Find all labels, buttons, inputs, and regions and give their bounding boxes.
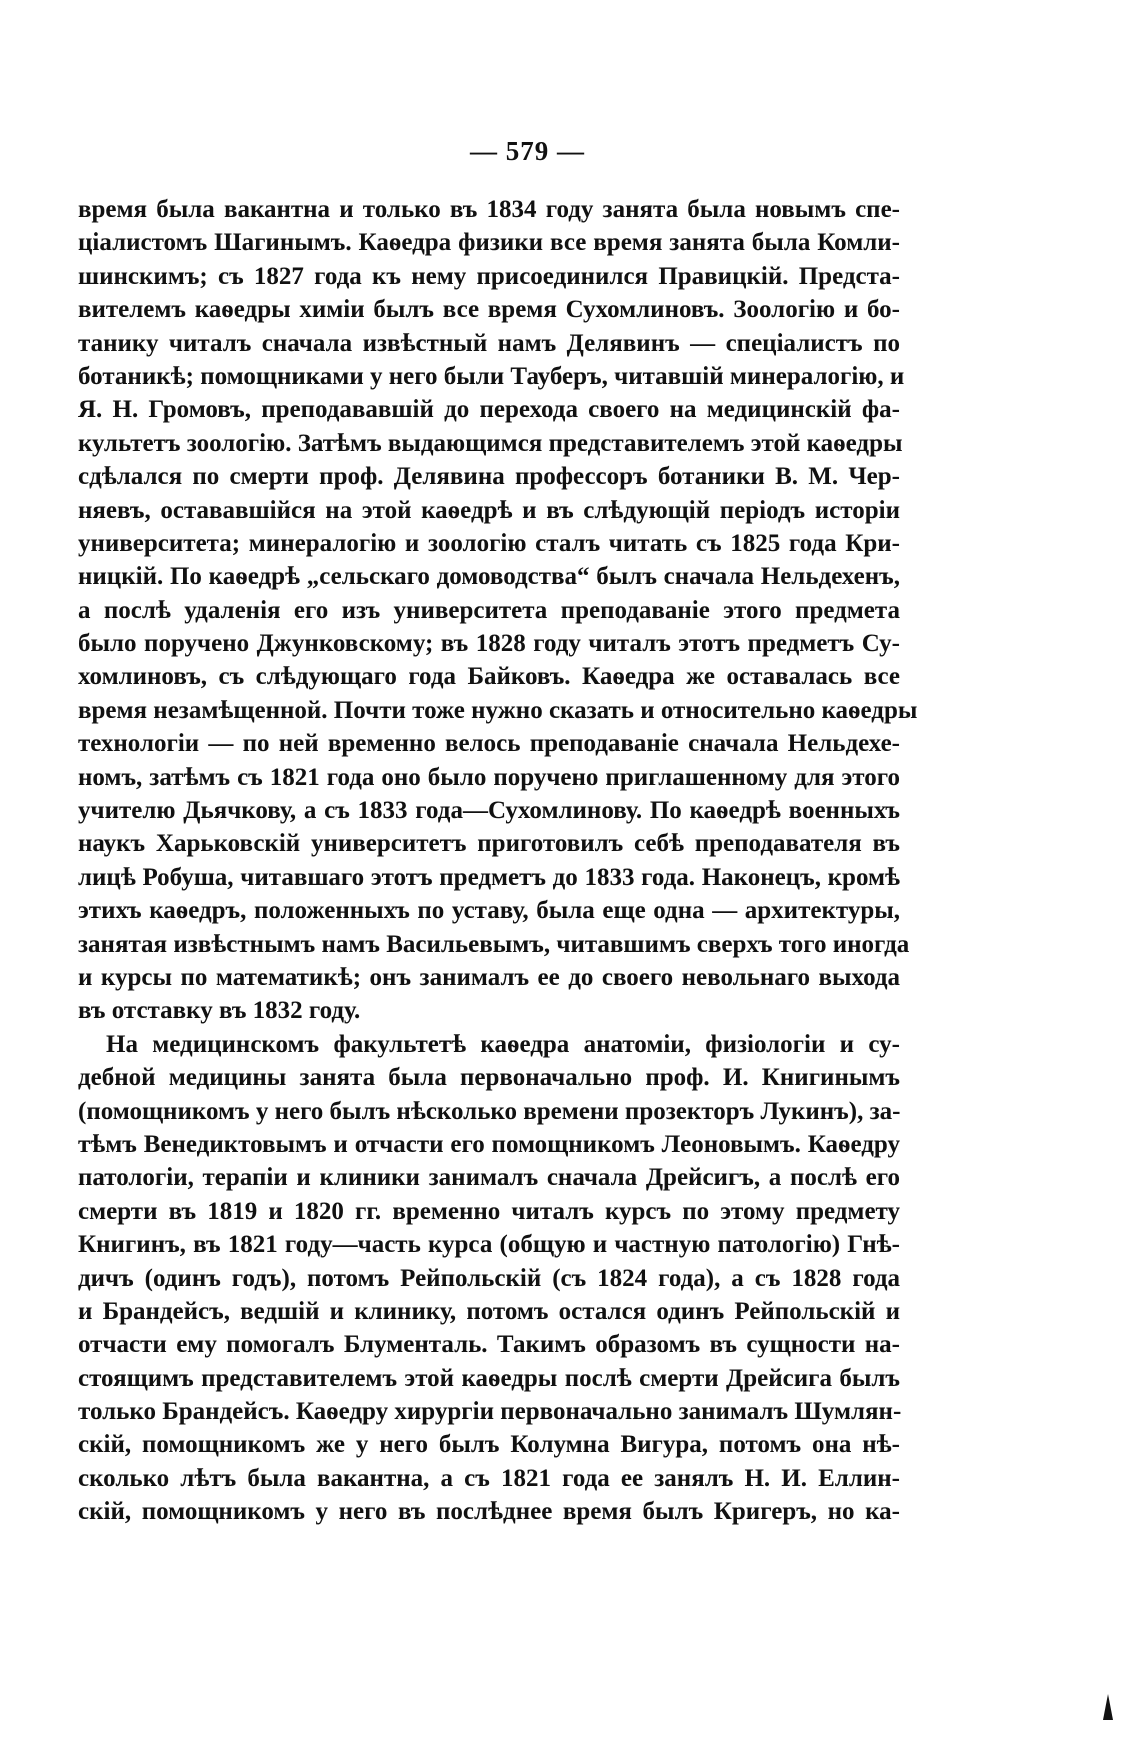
text-line: скій, помощникомъ у него въ послѣднее время былъ Кригеръ, но ка- — [78, 1498, 900, 1526]
text-line: смерти въ 1819 и 1820 гг. временно читалъ курсъ по этому предмету — [78, 1197, 900, 1225]
text-line: На медицинскомъ факультетѣ каѳедра анатоміи, физіологіи и су- — [106, 1030, 900, 1058]
text-line: культетъ зоологію. Затѣмъ выдающимся представителемъ этой каѳедры — [78, 429, 903, 457]
text-line: патологіи, терапіи и клиники занималъ сначала Дрейсигъ, а послѣ его — [78, 1164, 900, 1192]
text-line: ціалистомъ Шагинымъ. Каѳедра физики все время занята была Комли- — [78, 229, 900, 257]
text-line: лицѣ Робуша, читавшаго этотъ предметъ до 1833 года. Наконецъ, кромѣ — [78, 863, 900, 891]
text-line: вителемъ каѳедры химіи былъ все время Сухомлиновъ. Зоологію и бо- — [78, 296, 900, 324]
text-line: и Брандейсъ, ведшій и клинику, потомъ остался одинъ Рейпольскій и — [78, 1297, 900, 1325]
text-line: въ отставку въ 1832 году. — [78, 997, 361, 1025]
text-line: технологіи — по ней временно велось преподаваніе сначала Нельдехе- — [78, 730, 900, 758]
text-line: время была вакантна и только въ 1834 году занята была новымъ спе- — [78, 196, 900, 223]
text-line: дичъ (одинъ годъ), потомъ Рейпольскій (съ 1824 года), а съ 1828 года — [78, 1264, 900, 1292]
text-line: тѣмъ Венедиктовымъ и отчасти его помощникомъ Леоновымъ. Каѳедру — [78, 1130, 900, 1158]
text-line: танику читалъ сначала извѣстный намъ Делявинъ — спеціалистъ по — [78, 329, 900, 357]
text-line: только Брандейсъ. Каѳедру хирургіи первоначально занималъ Шумлян- — [78, 1398, 902, 1426]
text-line: Я. Н. Громовъ, преподававшій до перехода своего на медицинскій фа- — [78, 396, 900, 424]
text-line: ботаникѣ; помощниками у него были Тауберъ, читавшій минералогію, и — [78, 362, 905, 390]
text-line: наукъ Харьковскій университетъ приготовилъ себѣ преподавателя въ — [78, 830, 900, 858]
text-line: номъ, затѣмъ съ 1821 года оно было поручено приглашенному для этого — [78, 763, 900, 791]
text-line: шинскимъ; съ 1827 года къ нему присоединился Правицкій. Предста- — [78, 262, 900, 290]
text-line: а послѣ удаленія его изъ университета преподаваніе этого предмета — [78, 596, 900, 624]
scan-mark — [1103, 1694, 1113, 1720]
text-line: университета; минералогію и зоологію сталъ читать съ 1825 года Кри- — [78, 529, 900, 557]
text-line: время незамѣщенной. Почти тоже нужно сказать и относительно каѳедры — [78, 696, 918, 724]
text-line: стоящимъ представителемъ этой каѳедры послѣ смерти Дрейсига былъ — [78, 1364, 900, 1392]
text-line: занятая извѣстнымъ намъ Васильевымъ, читавшимъ сверхъ того иногда — [78, 930, 910, 958]
body-text — [78, 193, 918, 1529]
text-line: (помощникомъ у него былъ нѣсколько времени прозекторъ Лукинъ), за- — [78, 1097, 901, 1125]
text-line: отчасти ему помогалъ Блументаль. Такимъ образомъ въ сущности на- — [78, 1331, 900, 1359]
text-line: и курсы по математикѣ; онъ занималъ ее до своего невольнаго выхода — [78, 963, 900, 991]
text-line: ницкій. По каѳедрѣ „сельскаго домоводства“ былъ сначала Нельдехенъ, — [78, 563, 900, 591]
text-line: хомлиновъ, съ слѣдующаго года Байковъ. Каѳедра же оставалась все — [78, 663, 900, 691]
text-line: дебной медицины занята была первоначально проф. И. Книгинымъ — [78, 1064, 900, 1092]
text-line: Книгинъ, въ 1821 году—часть курса (общую и частную патологію) Гнѣ- — [78, 1231, 900, 1259]
text-line: сдѣлался по смерти проф. Делявина профессоръ ботаники В. М. Чер- — [78, 463, 900, 491]
text-line: скій, помощникомъ же у него былъ Колумна Вигура, потомъ она нѣ- — [78, 1431, 900, 1459]
text-line: сколько лѣтъ была вакантна, а съ 1821 года ее занялъ Н. И. Еллин- — [78, 1464, 900, 1492]
page-number: — 579 — — [470, 136, 585, 166]
text-line: няевъ, остававшійся на этой каѳедрѣ и въ слѣдующій періодъ исторіи — [78, 496, 900, 524]
text-line: этихъ каѳедръ, положенныхъ по уставу, была еще одна — архитектуры, — [78, 897, 900, 925]
text-line: учителю Дьячкову, а съ 1833 года—Сухомлинову. По каѳедрѣ военныхъ — [78, 797, 900, 825]
text-line: было поручено Джунковскому; въ 1828 году читалъ этотъ предметъ Су- — [78, 630, 900, 658]
